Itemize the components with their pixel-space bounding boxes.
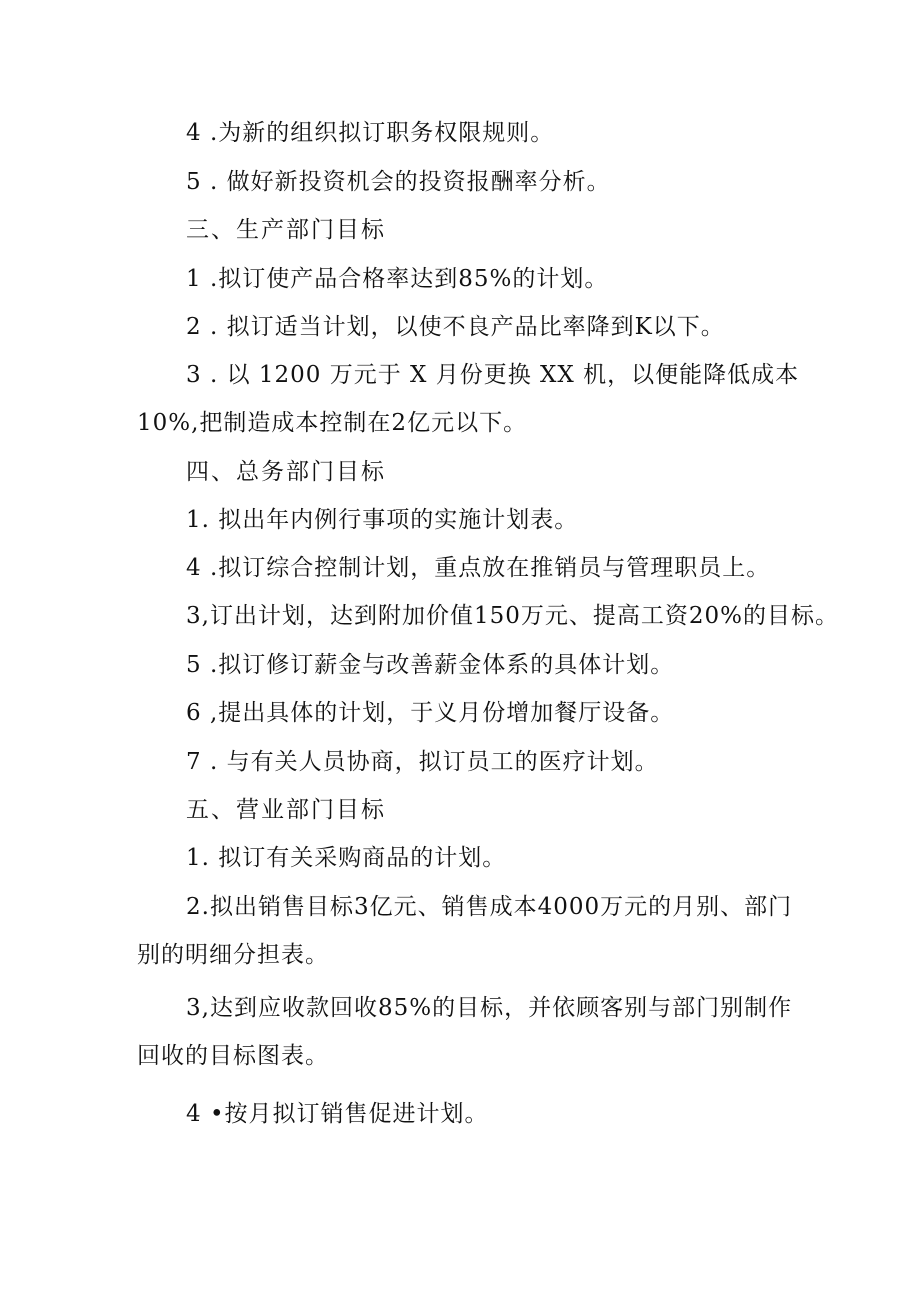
item-line: 4 .拟订综合控制计划，重点放在推销员与管理职员上。 (186, 555, 771, 581)
item-line: 7 . 与有关人员协商，拟订员工的医疗计划。 (186, 749, 659, 775)
item-line: 1. 拟出年内例行事项的实施计划表。 (186, 507, 579, 533)
item-line-continuation: 别的明细分担表。 (137, 942, 329, 968)
item-line: 5 . 做好新投资机会的投资报酬率分析。 (186, 169, 611, 195)
item-line: 6 ,提出具体的计划，于义月份增加餐厅设备。 (186, 700, 675, 726)
section-heading: 三、生产部门目标 (186, 217, 386, 243)
item-line-continuation: 10%,把制造成本控制在2亿元以下。 (137, 410, 528, 436)
item-line: 3 . 以 1200 万元于 X 月份更换 XX 机，以便能降低成本 (186, 362, 800, 388)
item-line: 1. 拟订有关采购商品的计划。 (186, 845, 507, 871)
item-line: 5 .拟订修订薪金与改善薪金体系的具体计划。 (186, 652, 675, 678)
item-line-continuation: 回收的目标图表。 (137, 1043, 329, 1069)
item-line: 3,订出计划，达到附加价值150万元、提高工资20%的目标。 (186, 603, 839, 629)
section-heading: 四、总务部门目标 (186, 459, 386, 485)
item-line: 2 . 拟订适当计划，以使不良产品比率降到K以下。 (186, 314, 725, 340)
section-heading: 五、营业部门目标 (186, 797, 386, 823)
item-line: 1 .拟订使产品合格率达到85%的计划。 (186, 266, 609, 292)
item-line: 4 •按月拟订销售促进计划。 (186, 1101, 489, 1127)
item-line: 3,达到应收款回收85%的目标，并依顾客别与部门别制作 (186, 995, 793, 1021)
item-line: 4 .为新的组织拟订职务权限规则。 (186, 120, 555, 146)
item-line: 2.拟出销售目标3亿元、销售成本4000万元的月别、部门 (186, 894, 793, 920)
